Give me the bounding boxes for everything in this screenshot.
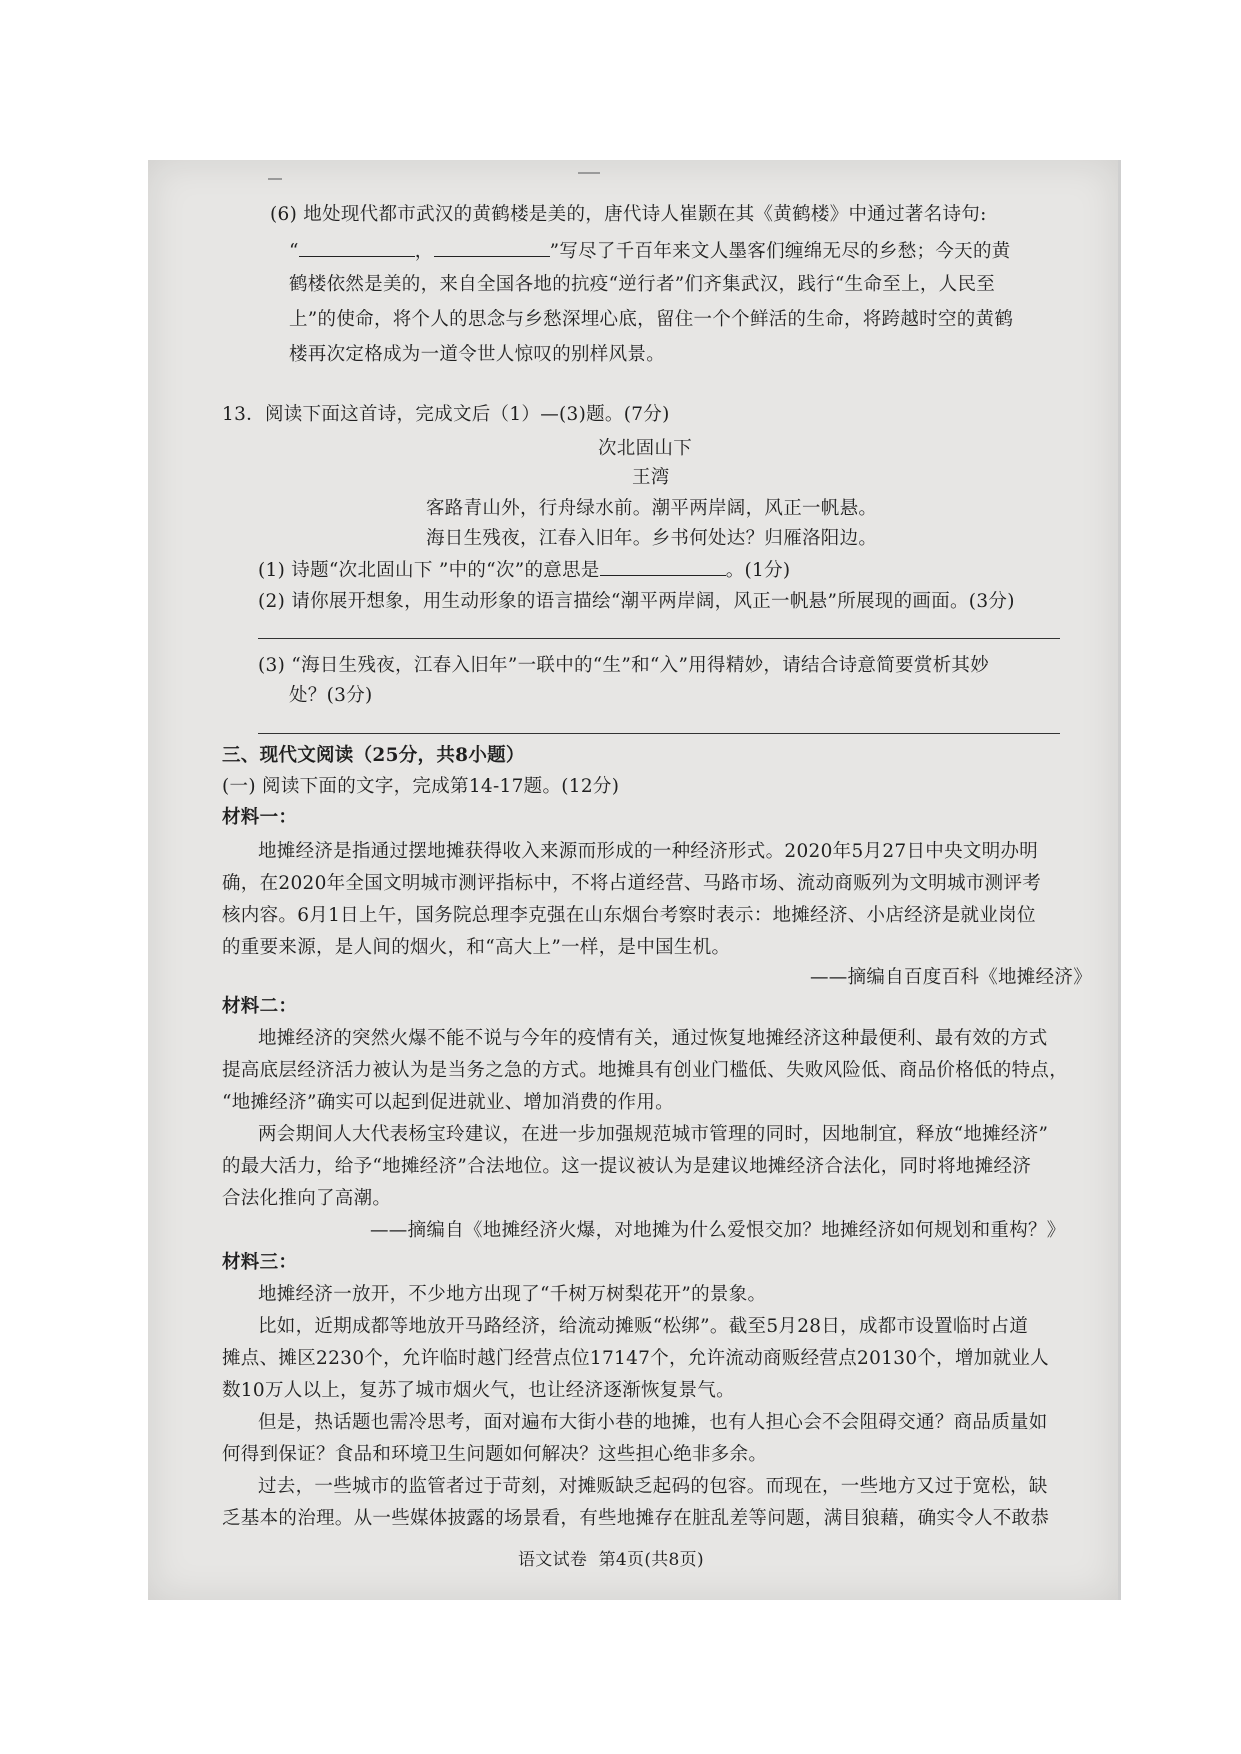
material2-source: ——摘编自《地摊经济火爆，对地摊为什么爱恨交加？地摊经济如何规划和重构？》: [370, 1220, 1066, 1241]
q13-sub1-text: (1) 诗题“次北固山下 ”中的“次”的意思是: [258, 560, 600, 581]
material3-label: 材料三：: [222, 1252, 298, 1273]
material3-line: 何得到保证？食品和环境卫生问题如何解决？这些担心绝非多余。: [222, 1444, 768, 1465]
poem-author: 王湾: [632, 467, 670, 488]
q12-6-line2: [289, 238, 1011, 264]
material1-line: 核内容。6月1日上午，国务院总理李克强在山东烟台考察时表示：地摊经济、小店经济是就业岗位: [222, 905, 1036, 926]
q12-6-line5: 楼再次定格成为一道令世人惊叹的别样风景。: [289, 344, 666, 365]
material2-line: 两会期间人大代表杨宝玲建议，在进一步加强规范城市管理的同时，因地制宜，释放“地摊经济”: [258, 1124, 1049, 1145]
q13-stem: 13．阅读下面这首诗，完成文后（1）—(3)题。(7分): [222, 404, 670, 425]
open-quote: “: [289, 241, 299, 262]
answer-blank-1[interactable]: [299, 238, 415, 257]
answer-line-sub3[interactable]: [258, 733, 1060, 734]
scan-mark: [578, 172, 600, 174]
q12-6-line4: 上”的使命，将个人的思念与乡愁深埋心底，留住一个个鲜活的生命，将跨越时空的黄鹤: [289, 309, 1014, 330]
material3-line: 乏基本的治理。从一些媒体披露的场景看，有些地摊存在脏乱差等问题，满目狼藉，确实令人不敢恭: [222, 1508, 1050, 1529]
answer-blank-2[interactable]: [434, 238, 550, 257]
material1-line: 的重要来源，是人间的烟火，和“高大上”一样，是中国生机。: [222, 937, 731, 958]
answer-blank-3[interactable]: [600, 557, 726, 576]
scan-mark: [268, 178, 282, 180]
material3-line: 摊点、摊区2230个，允许临时越门经营点位17147个，允许流动商贩经营点20130个，增加就业人: [222, 1348, 1049, 1369]
poem-title: 次北固山下: [598, 438, 693, 459]
page-footer: 语文试卷 第4页(共8页): [518, 1550, 704, 1570]
comma: ，: [414, 241, 434, 262]
material1-line: 地摊经济是指通过摆地摊获得收入来源而形成的一种经济形式。2020年5月27日中央文明办明: [258, 841, 1039, 862]
material2-line: 提高底层经济活力被认为是当务之急的方式。地摊具有创业门槛低、失败风险低、商品价格低的特点，: [222, 1060, 1069, 1081]
q12-6-line3: 鹤楼依然是美的，来自全国各地的抗疫“逆行者”们齐集武汉，践行“生命至上，人民至: [289, 274, 996, 295]
material2-line: 地摊经济的突然火爆不能不说与今年的疫情有关，通过恢复地摊经济这种最便利、最有效的方式: [258, 1028, 1048, 1049]
material3-line: 地摊经济一放开，不少地方出现了“千树万树梨花开”的景象。: [258, 1284, 767, 1305]
material2-label: 材料二：: [222, 996, 298, 1017]
material2-line: 合法化推向了高潮。: [222, 1188, 392, 1209]
poem-line-2: 海日生残夜，江春入旧年。乡书何处达？归雁洛阳边。: [426, 528, 878, 549]
poem-line-1: 客路青山外，行舟绿水前。潮平两岸阔，风正一帆悬。: [426, 498, 878, 519]
section3-heading: 三、现代文阅读（25分，共8小题）: [222, 745, 525, 766]
section3-part1: (一) 阅读下面的文字，完成第14-17题。(12分): [222, 776, 620, 797]
material1-label: 材料一：: [222, 807, 298, 828]
material1-line: 确，在2020年全国文明城市测评指标中，不将占道经营、马路市场、流动商贩列为文明城市测评考: [222, 873, 1042, 894]
answer-line-sub2[interactable]: [258, 638, 1060, 639]
q13-sub1-score: 。(1分): [725, 560, 791, 581]
q13-sub3-line1: (3) “海日生残夜，江春入旧年”一联中的“生”和“入”用得精妙，请结合诗意简要赏析其妙: [258, 655, 990, 676]
material1-source: ——摘编自百度百科《地摊经济》: [810, 967, 1093, 988]
q13-sub3-line2: 处？(3分): [289, 685, 373, 706]
q13-sub1: [258, 557, 790, 583]
material3-line: 但是，热话题也需冷思考，面对遍布大街小巷的地摊，也有人担心会不会阻碍交通？商品质量如: [258, 1412, 1048, 1433]
material3-line: 过去，一些城市的监管者过于苛刻，对摊贩缺乏起码的包容。而现在，一些地方又过于宽松，缺: [258, 1476, 1048, 1497]
material3-line: 比如，近期成都等地放开马路经济，给流动摊贩“松绑”。截至5月28日，成都市设置临时占道: [258, 1316, 1029, 1337]
material2-line: 的最大活力，给予“地摊经济”合法地位。这一提议被认为是建议地摊经济合法化，同时将地摊经济: [222, 1156, 1032, 1177]
material3-line: 数10万人以上，复苏了城市烟火气，也让经济逐渐恢复景气。: [222, 1380, 735, 1401]
q12-6-line1: (6) 地处现代都市武汉的黄鹤楼是美的，唐代诗人崔颢在其《黄鹤楼》中通过著名诗句:: [270, 204, 987, 225]
line2-rest: ”写尽了千百年来文人墨客们缠绵无尽的乡愁；今天的黄: [549, 241, 1011, 262]
q13-sub2: (2) 请你展开想象，用生动形象的语言描绘“潮平两岸阔，风正一帆悬”所展现的画面。(3分): [258, 591, 1015, 612]
material2-line: “地摊经济”确实可以起到促进就业、增加消费的作用。: [222, 1092, 674, 1113]
